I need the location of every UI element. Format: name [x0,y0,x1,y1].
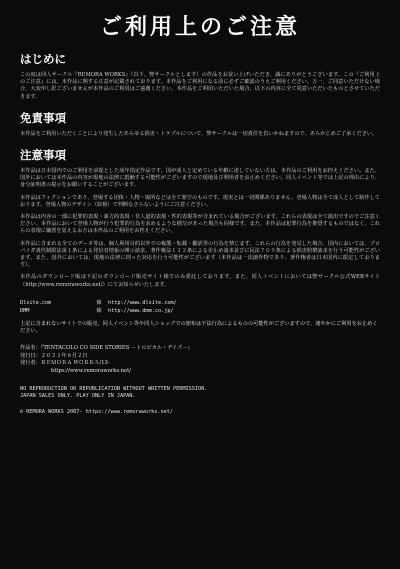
section-introduction [14,52,386,101]
list-item [20,307,380,315]
paragraph: 本作品のダウンロード販は下記のダウンロード販売サイト様でのみ委託しております。また、同人イベントにおいては弊サークル公式WEBサイト（http://www.remoraworks.net/）にてお知らせいたします。 [20,274,380,288]
section-heading: 免責事項 [20,110,66,125]
site-honorific: 様 [96,299,102,306]
paragraph: 本作品をご利用いただくことにより発生したあらゆる損害・トラブルについて、弊サークルは一切責任を負いかねますので、あらかじめご了承ください。 [20,130,378,137]
site-url-link[interactable]: http://www.dmm.co.jp/ [108,307,174,314]
site-url-link[interactable]: http://www.dlsite.com/ [108,299,177,306]
site-name: DMM [20,307,30,314]
paragraph: 本作品は内容の一部に犯罪的表現・暴力的表現・非人道的表現・性的表現等が含まれている場合がございます。これらの表現は全て演出ですのでご注意ください。本作品において登場人物が行う犯罪的行為を求めるような描写があった場合も同様です。また、本作品は犯罪行為を推奨するものではなく、これらの表現に嫌悪を覚えるお方は本作品のご利用をお控えください。 [20,214,380,235]
unauthorized-sales-notice: 上記に含まれないサイトでの販売、同人イベント等や同人ショップでの頒布は不法行為によるものの可能性がございますので、速やかにご利用をお止めください。 [20,320,378,335]
publisher: 発行者：ＲＥＭＯＲＡ ＷＯＲＫＳ/13- [20,360,110,367]
paragraph: 本作品は日本国内でのご利用を前提とした成年指定作品です。国が成人と定めている年齢に達していない方は、本作品のご利用をお控えください。また、国外においては本作品の内容が現地の法律に抵触する可能性がございますので現地及び利用者をお止めください。同人イベント等では上記の理由により、身分証明書の提示をお願いすることがございます。 [20,168,380,189]
paragraph: 本作品に含まれる全てのデータ等は、個人利用目的以外での複製・転載・翻訳等の行為を禁じます。これらの行為を発見した場合、国内においては、プロバイダ責任制限法第１条による発信者情報の開示請求、著作権法１１２条による差止め請求並びに民法７０９条による損害賠償請求を行う可能性がございます。また、国外においては、現地の法律に則った対応を行う可能性がございます（本作品は一次創作物であり、著作権者は日本国内に限定しております）。 [20,240,380,269]
credits-block [20,345,380,375]
section-cautions [14,148,386,289]
publisher-url-link[interactable]: https://www.remoraworks.net/ [51,368,131,375]
publish-date: 発行日：２０２１年８月２日 [20,352,88,359]
work-title: 作品名：『TENTACOLO CO SIDE STORIES －トロピカル・デイズ－』 [20,345,193,352]
list-item [20,299,380,307]
reproduction-notice: NO REPRODUCTION OR REPUBLICATION WITHOUT WRITTEN PERMISSION. [20,385,208,392]
section-heading: 注意事項 [20,148,66,163]
region-notice: JAPAN SALES ONLY. PLAY ONLY IN JAPAN. [20,393,136,400]
site-honorific: 様 [96,307,102,314]
section-heading: はじめに [20,52,66,66]
sales-site-list [20,299,380,315]
paragraph: 本作品はフィクションであり、登場する団体・人物・場所などは全て架空のものです。現実とは一切関係ありません。登場人物は全て成人として制作しております。登場人物のデザイン（絵柄）で判断なさらないようにご注意ください。 [20,194,380,208]
copyright: © REMORA WORKS 2007- https://www.remoraworks.net/ [20,408,174,415]
site-name: Dlsite.com [20,299,52,306]
page-title: ご利用上のご注意 [99,14,300,40]
footer [20,386,380,417]
paragraph: この度は同人サークル『REMORA WORKS』（以下、弊サークルとします）の作品をお買い上げいただき、誠にありがとうございます。この『ご利用上のご注意』には、本作品に関する注意が記載されております。本作品をご利用になる前に必ずご確認のうえご利用ください。万一、ご同意いただけない場合、大変申し訳ございませんが本作品のご利用はご遠慮ください。本作品をご利用いただいた場合、以下の内容に全て同意いただいたものとさせていただきます。 [20,72,380,100]
section-disclaimer [14,111,386,138]
